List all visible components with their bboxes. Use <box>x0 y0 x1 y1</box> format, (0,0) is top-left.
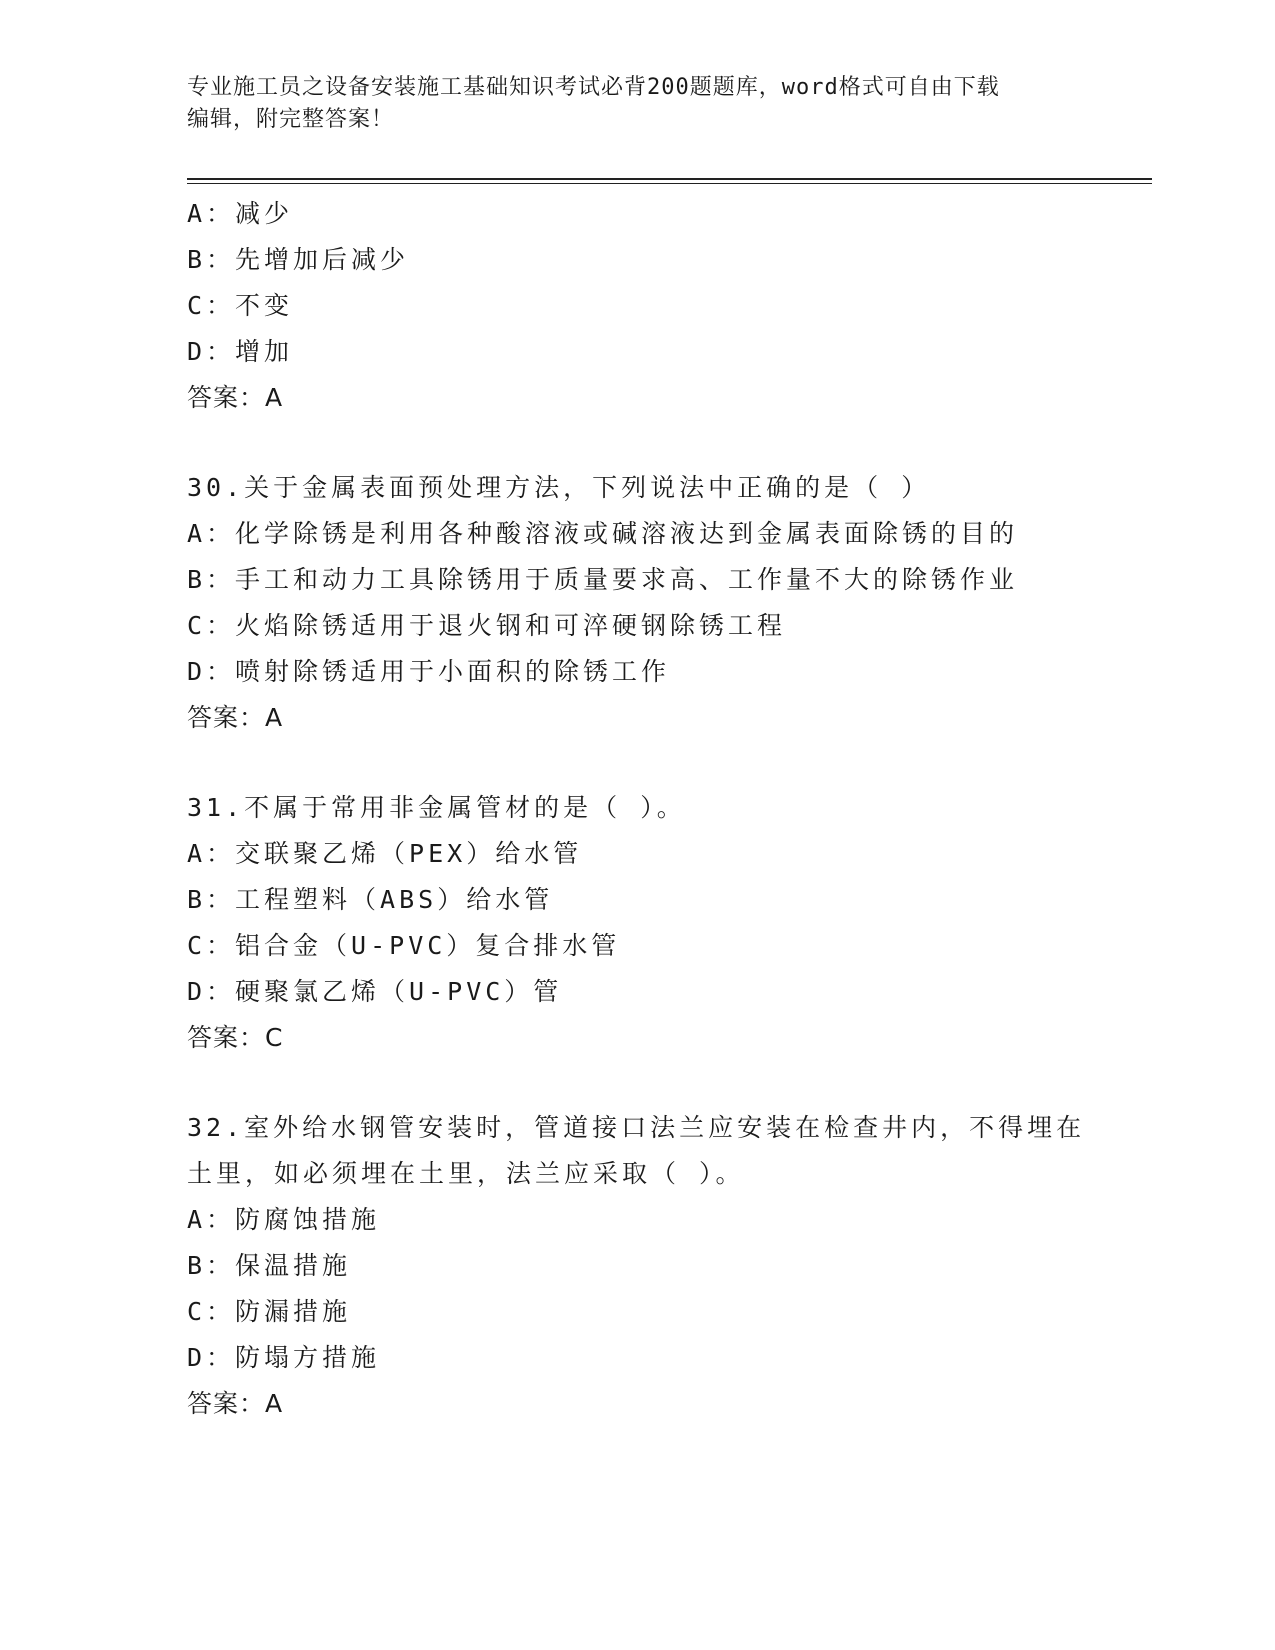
header-divider-thick <box>187 178 1152 180</box>
header-title-line1: 专业施工员之设备安装施工基础知识考试必背200题题库，word格式可自由下载 <box>187 75 1000 100</box>
option-c: C：火焰除锈适用于退火钢和可淬硬钢除锈工程 <box>187 611 787 640</box>
question-32 <box>187 1105 1087 1427</box>
option-a: A：交联聚乙烯（PEX）给水管 <box>187 839 583 868</box>
header-title-line2: 编辑，附完整答案！ <box>187 107 395 132</box>
option-c: C：防漏措施 <box>187 1297 352 1326</box>
option-d: D：喷射除锈适用于小面积的除锈工作 <box>187 657 671 686</box>
question-stem: 30.关于金属表面预处理方法，下列说法中正确的是（ ） <box>187 473 931 502</box>
option-d: D：防塌方措施 <box>187 1343 381 1372</box>
answer-line: 答案：A <box>187 703 284 732</box>
question-31 <box>187 785 1087 1061</box>
option-a: A：化学除锈是利用各种酸溶液或碱溶液达到金属表面除锈的目的 <box>187 519 1019 548</box>
answer-line: 答案：C <box>187 1023 284 1052</box>
answer-line: 答案：A <box>187 1389 284 1418</box>
option-b: B：保温措施 <box>187 1251 352 1280</box>
spacer <box>187 741 1087 785</box>
option-b: B：先增加后减少 <box>187 245 410 274</box>
option-c: C：不变 <box>187 291 294 320</box>
header-divider-thin <box>187 183 1152 184</box>
question-30 <box>187 465 1087 741</box>
document-header <box>187 72 1087 136</box>
spacer <box>187 1061 1087 1105</box>
question-stem-line1: 32.室外给水钢管安装时，管道接口法兰应安装在检查井内，不得埋在 <box>187 1113 1086 1142</box>
option-d: D：增加 <box>187 337 294 366</box>
spacer <box>187 421 1087 465</box>
question-29-continued <box>187 191 1087 421</box>
option-b: B：手工和动力工具除锈用于质量要求高、工作量不大的除锈作业 <box>187 565 1019 594</box>
option-b: B：工程塑料（ABS）给水管 <box>187 885 554 914</box>
answer-line: 答案：A <box>187 383 284 412</box>
option-a: A：减少 <box>187 199 294 228</box>
option-c: C：铝合金（U-PVC）复合排水管 <box>187 931 621 960</box>
question-stem-line2: 土里，如必须埋在土里，法兰应采取（ ）。 <box>187 1159 745 1188</box>
option-a: A：防腐蚀措施 <box>187 1205 381 1234</box>
question-stem: 31.不属于常用非金属管材的是（ ）。 <box>187 793 686 822</box>
option-d: D：硬聚氯乙烯（U-PVC）管 <box>187 977 563 1006</box>
question-list <box>187 191 1087 1427</box>
